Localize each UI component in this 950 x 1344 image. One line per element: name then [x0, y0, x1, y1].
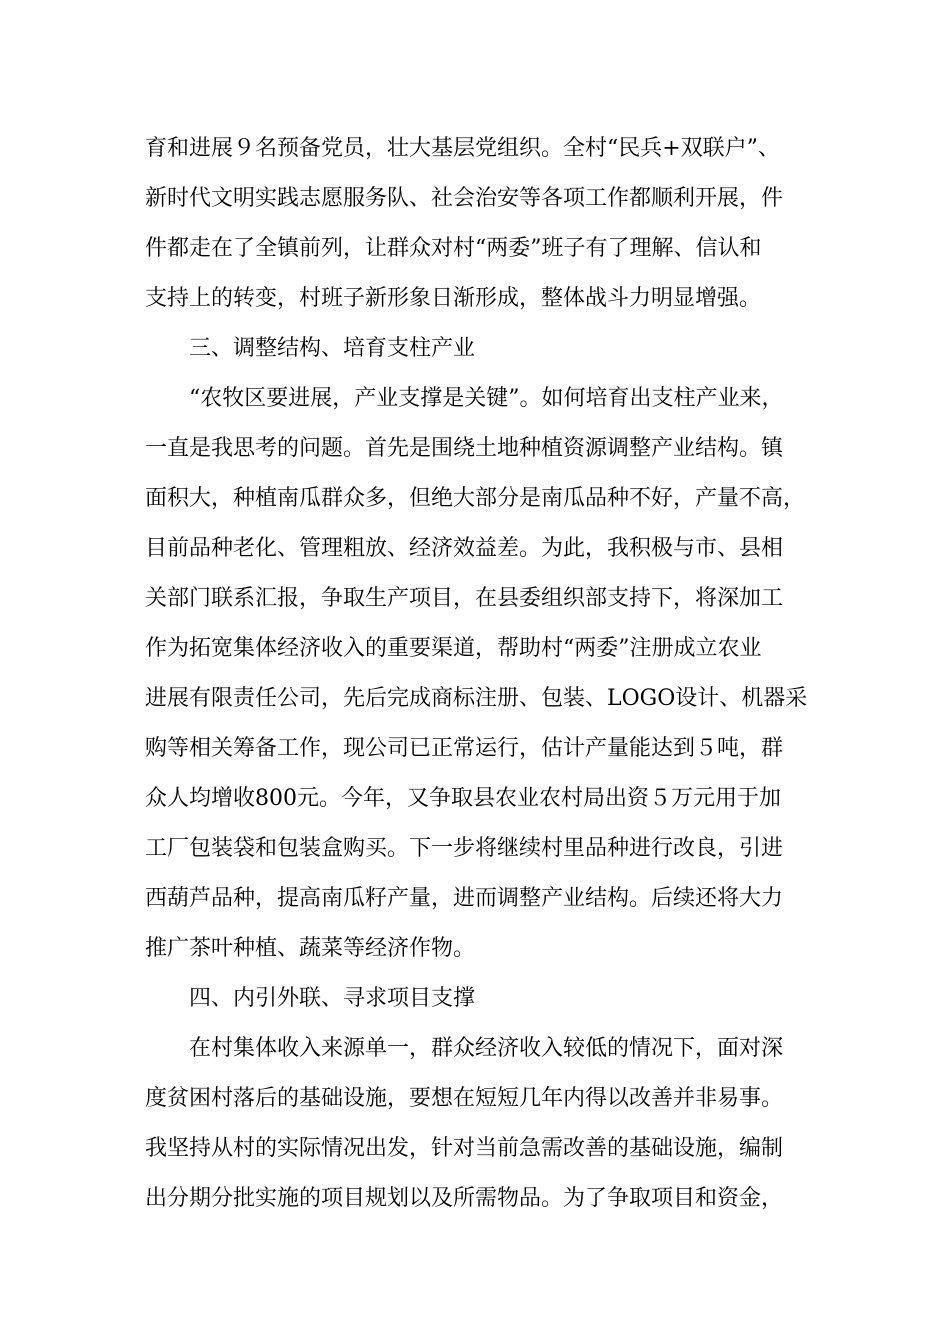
text-line-15: 工厂包装袋和包装盒购买。下一步将继续村里品种进行改良，引进 [145, 836, 784, 861]
text-line-6: “农牧区要进展，产业支撑是关键”。如何培育出支柱产业来， [145, 386, 784, 411]
text-line-17: 推广茶叶种植、蔬菜等经济作物。 [145, 936, 476, 961]
text-line-7: 一直是我思考的问题。首先是围绕土地种植资源调整产业结构。镇 [145, 436, 784, 461]
text-line-12: 进展有限责任公司，先后完成商标注册、包装、LOGO设计、机器采 [145, 686, 808, 711]
body-text [145, 129, 845, 1229]
text-line-3: 件都走在了全镇前列，让群众对村“两委”班子有了理解、信认和 [145, 236, 762, 261]
text-line-2: 新时代文明实践志愿服务队、社会治安等各项工作都顺利开展，件 [145, 186, 784, 211]
text-line-14: 众人均增收800元。今年，又争取县农业农村局出资５万元用于加 [145, 786, 781, 811]
section-heading-3: 三、调整结构、培育支柱产业 [145, 336, 476, 361]
text-line-21: 我坚持从村的实际情况出发，针对当前急需改善的基础设施，编制 [145, 1136, 784, 1161]
text-line-13: 购等相关筹备工作，现公司已正常运行，估计产量能达到５吨，群 [145, 736, 784, 761]
text-line-1: 育和进展９名预备党员，壮大基层党组织。全村“民兵+双联户”、 [145, 136, 780, 161]
text-line-22: 出分期分批实施的项目规划以及所需物品。为了争取项目和资金， [145, 1186, 784, 1211]
text-line-19: 在村集体收入来源单一，群众经济收入较低的情况下，面对深 [145, 1036, 784, 1061]
text-line-20: 度贫困村落后的基础设施，要想在短短几年内得以改善并非易事。 [145, 1086, 784, 1111]
section-heading-4: 四、内引外联、寻求项目支撑 [145, 986, 476, 1011]
text-line-16: 西葫芦品种，提高南瓜籽产量，进而调整产业结构。后续还将大力 [145, 886, 784, 911]
text-line-11: 作为拓宽集体经济收入的重要渠道，帮助村“两委”注册成立农业 [145, 636, 762, 661]
text-line-9: 目前品种老化、管理粗放、经济效益差。为此，我积极与市、县相 [145, 536, 784, 561]
text-line-4: 支持上的转变，村班子新形象日渐形成，整体战斗力明显增强。 [145, 286, 762, 311]
text-line-8: 面积大，种植南瓜群众多，但绝大部分是南瓜品种不好，产量不高， [145, 486, 806, 511]
text-line-10: 关部门联系汇报，争取生产项目，在县委组织部支持下，将深加工 [145, 586, 784, 611]
